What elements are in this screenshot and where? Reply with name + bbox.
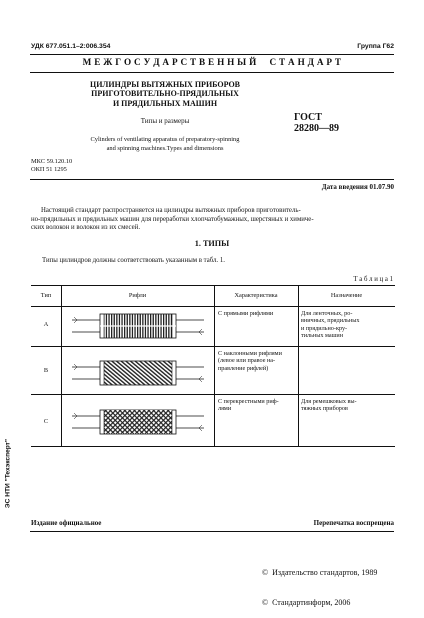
table-row-rule-2 (31, 394, 395, 395)
header-type: Тип (40, 292, 52, 299)
official-edition: Издание официальное (31, 519, 102, 527)
cylinder-inclined-flutes-drawing (72, 356, 204, 390)
cylinder-crossed-flutes-drawing (72, 405, 204, 439)
scope-line-3: ских волокон и волокон из их смесей. (31, 224, 141, 232)
table-row-purpose (301, 398, 393, 413)
table-row-type: A (43, 321, 49, 328)
char-line: С перекрестными риф- (218, 398, 279, 405)
mks-code: МКС 59.120.10 (31, 158, 73, 165)
table-row-purpose (301, 310, 393, 340)
purpose-line: вничных, прядильных (301, 317, 360, 325)
char-line: С прямыми рифлями (218, 310, 274, 317)
table-caption: Т а б л и ц а 1 (353, 276, 393, 283)
title-line-3: И ПРЯДИЛЬНЫХ МАШИН (112, 98, 218, 108)
title-block (60, 80, 270, 108)
title-line-1: ЦИЛИНДРЫ ВЫТЯЖНЫХ ПРИБОРОВ (89, 80, 241, 89)
scope-line-1: Настоящий стандарт распространяется на цилиндры вытяжных приборов приготовитель- (41, 207, 301, 214)
purpose-line: тильных машин (301, 332, 344, 340)
table-row-characteristic (218, 350, 296, 372)
gost-number: 28280—89 (294, 123, 339, 134)
intro-date: Дата введения 01.07.90 (321, 183, 394, 191)
footer-rule (30, 531, 394, 532)
table-row-characteristic (218, 398, 296, 413)
table-row-characteristic (218, 310, 296, 317)
table-header-rule (31, 306, 395, 307)
intro-rule (30, 179, 394, 180)
table-row-rule-1 (31, 346, 395, 347)
char-line: лями (218, 405, 232, 413)
table-col-rule-2 (214, 285, 215, 446)
okp-code: ОКП 51 1295 (31, 166, 67, 174)
side-stamp: ЭС НТИ "Техэксперт" (4, 438, 12, 509)
header-rule (30, 54, 394, 55)
scope-paragraph (31, 207, 395, 233)
purpose-line: Для ленточных, ро- (301, 310, 353, 317)
table-bottom-rule (31, 446, 395, 447)
purpose-line: тяжных приборов (301, 405, 348, 413)
banner-rule (30, 72, 394, 73)
title-subtitle: Типы и размеры (140, 117, 190, 125)
copyright-line-1: © Издательство стандартов, 1989 (262, 568, 378, 577)
table-col-rule-3 (298, 285, 299, 446)
table-col-rule-1 (61, 285, 62, 446)
char-line: правление рифлей) (218, 364, 269, 372)
standard-banner: М Е Ж Г О С У Д А Р С Т В Е Н Н Ы Й С Т А Н Д А Р Т (82, 57, 342, 67)
group-code: Группа Г62 (357, 43, 394, 50)
scope-line-2: но-прядильных и прядильных машин для переработки хлопчатобумажных, шерстяных и химиче- (31, 215, 314, 223)
copyright-line-2: © Стандартинформ, 2006 (262, 598, 351, 607)
classification-codes (31, 158, 72, 174)
title-english-line-1: Cylinders of ventilating apparatus of preparatory-spinning (90, 136, 240, 143)
table-row-type: B (43, 367, 49, 374)
copyright-block (262, 548, 377, 618)
char-line: С наклонными рифлями (218, 350, 282, 357)
purpose-line: и прядильно-кру- (301, 324, 348, 332)
table-row-type: C (43, 418, 49, 425)
gost-label: ГОСТ (294, 112, 322, 123)
title-line-2: ПРИГОТОВИТЕЛЬНО-ПРЯДИЛЬНЫХ (91, 89, 239, 99)
title-english-line-2: and spinning machines.Types and dimensions (106, 144, 224, 152)
reprint-prohibited: Перепечатка воспрещена (313, 519, 394, 527)
char-line: (левое или правое на- (218, 357, 276, 365)
table-top-rule (31, 285, 395, 286)
section-title: 1. ТИПЫ (194, 239, 230, 248)
cylinder-straight-flutes-drawing (72, 309, 204, 343)
udc-code: УДК 677.051.1–2:006.354 (31, 43, 111, 50)
title-english (60, 136, 270, 153)
types-sentence: Типы цилиндров должны соответствовать указанным в табл. 1. (42, 257, 225, 264)
header-characteristic: Характеристика (234, 292, 278, 299)
header-purpose: Назначение (330, 292, 363, 299)
purpose-line: Для ремешковых вы- (301, 398, 357, 405)
header-flutes: Рифли (128, 292, 147, 299)
